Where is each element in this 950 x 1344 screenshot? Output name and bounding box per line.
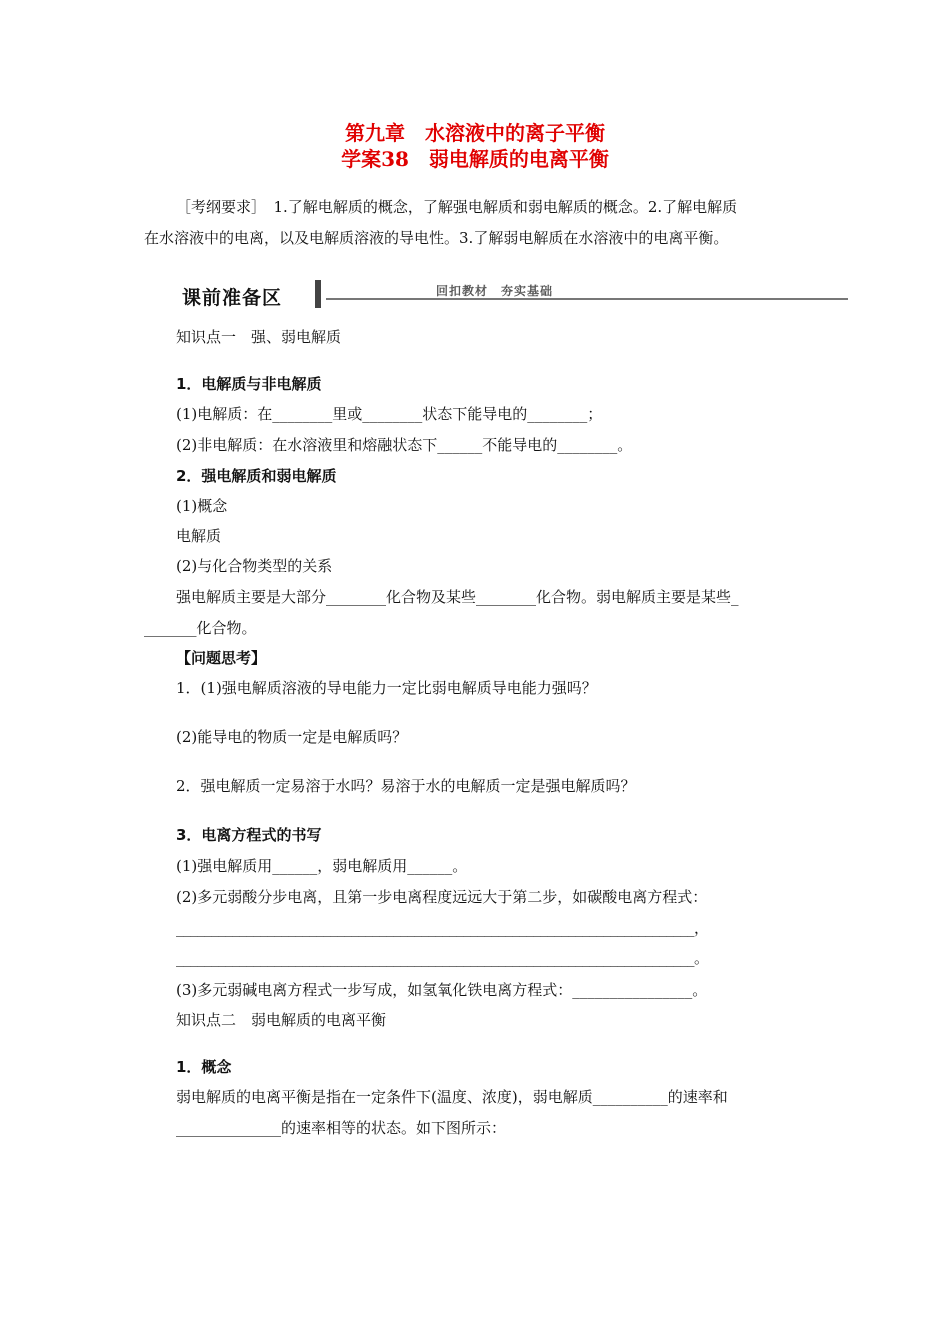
section-3-item-c: (3)多元弱碱电离方程式一步写成，如氢氧化铁电离方程式：________________。 [176,981,708,999]
banner-divider [315,280,321,308]
question-2: 2．强电解质一定易溶于水吗？易溶于水的电解质一定是强电解质吗？ [176,777,636,795]
section-3-item-b: (2)多元弱酸分步电离，且第一步电离程度远远大于第二步，如碳酸电离方程式： [176,888,708,906]
chapter-title: 第九章 水溶液中的离子平衡 [345,121,605,145]
section-2-title: 2．强电解质和弱电解质 [176,467,337,485]
k2-section-1-line-b: ______________的速率相等的状态。如下图所示： [176,1119,507,1137]
section-3-answer-line-2: __________________________________________________________________________。 [176,949,709,967]
question-1b: (2)能导电的物质一定是电解质吗？ [176,728,408,746]
section-banner [176,280,848,310]
banner-label: 课前准备区 [182,287,283,309]
knowledge-point-1-heading: 知识点一 强、弱电解质 [176,328,342,346]
k2-section-1-line-a: 弱电解质的电离平衡是指在一定条件下(温度、浓度)，弱电解质__________的速率和 [176,1088,728,1106]
question-1a: 1．(1)强电解质溶液的导电能力一定比弱电解质导电能力强吗？ [176,679,597,697]
section-2-item-c: (2)与化合物类型的关系 [176,557,333,575]
requirements-line-1: ［考纲要求］ 1.了解电解质的概念，了解强电解质和弱电解质的概念。2.了解电解质 [176,198,738,216]
section-1-title: 1．电解质与非电解质 [176,375,322,393]
knowledge-point-2-heading: 知识点二 弱电解质的电离平衡 [176,1011,387,1029]
requirements-line-2: 在水溶液中的电离，以及电解质溶液的导电性。3.了解弱电解质在水溶液中的电离平衡。 [144,229,729,247]
section-2-item-d: 强电解质主要是大部分________化合物及某些________化合物。弱电解质主要是某些_ [176,588,739,606]
section-3-answer-line-1: __________________________________________________________________________， [176,919,709,937]
section-2-item-e: _______化合物。 [144,619,257,637]
question-think-title: 【问题思考】 [176,649,267,667]
lesson-title: 学案38 弱电解质的电离平衡 [341,147,609,171]
section-2-item-b: 电解质 [176,527,222,545]
banner-subtitle: 回扣教材 夯实基础 [436,284,554,298]
banner-rule [326,298,848,300]
section-3-title: 3．电离方程式的书写 [176,826,322,844]
section-2-item-a: (1)概念 [176,497,228,515]
section-1-item-b: (2)非电解质：在水溶液里和熔融状态下______不能导电的________。 [176,436,633,454]
section-1-item-a: (1)电解质：在________里或________状态下能导电的________； [176,405,603,423]
k2-section-1-title: 1．概念 [176,1058,232,1076]
section-3-item-a: (1)强电解质用______，弱电解质用______。 [176,857,468,875]
